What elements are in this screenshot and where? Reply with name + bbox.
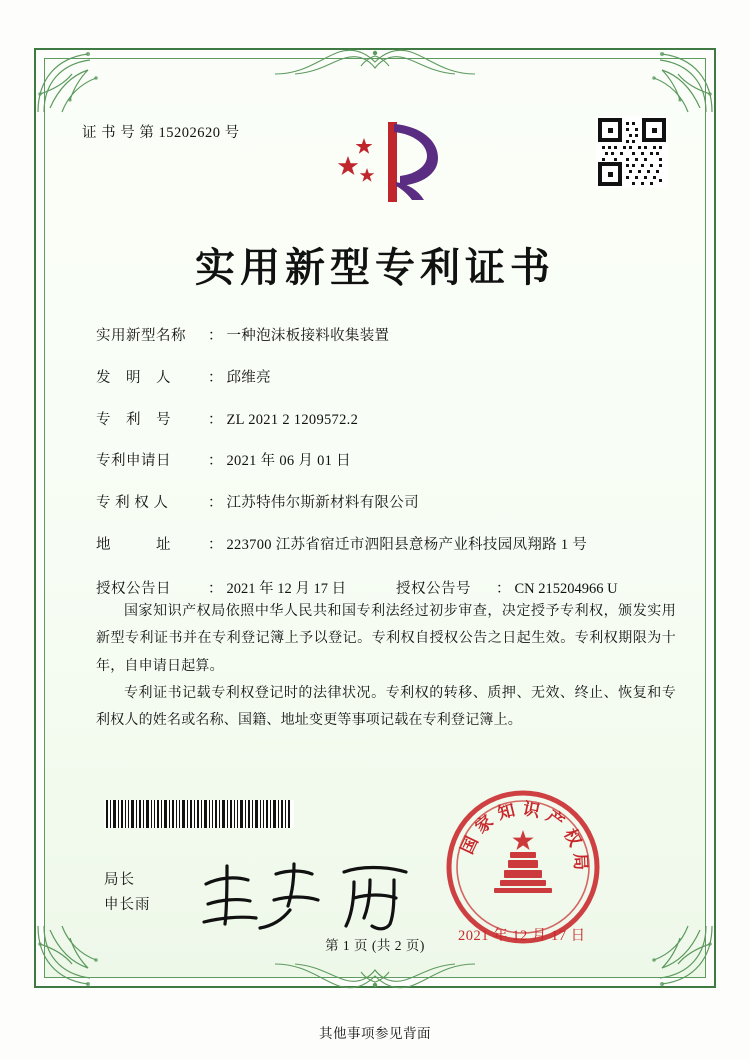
field-separator: ： — [496, 580, 511, 597]
field-value: 江苏特伟尔斯新材料有限公司 — [226, 495, 419, 511]
field-separator: ： — [208, 495, 223, 511]
seal-date: 2021 年 12 月 17 日 — [458, 928, 586, 944]
field-utility-model-name — [96, 326, 674, 348]
field-label: 实用新型名称 — [96, 328, 186, 344]
grant-date-label: 授权公告日 — [96, 580, 171, 597]
field-label: 专 利 权 人 — [96, 495, 169, 511]
grant-number-label: 授权公告号 — [396, 580, 471, 597]
page-title: 实用新型专利证书 — [195, 245, 555, 290]
legal-body-text — [96, 598, 676, 734]
director-name-label: 申长雨 — [104, 897, 151, 914]
field-label: 地 址 — [96, 536, 171, 553]
field-value: 223700 江苏省宿迁市泗阳县意杨产业科技园凤翔路 1 号 — [226, 536, 588, 553]
field-label: 发 明 人 — [96, 369, 171, 386]
field-patentee — [96, 493, 674, 515]
footnote-text: 其他事项参见背面 — [319, 1026, 431, 1041]
field-separator: ： — [208, 369, 223, 386]
field-label: 专利申请日 — [96, 453, 171, 470]
field-separator: ： — [208, 411, 223, 428]
field-separator: ： — [208, 536, 223, 553]
field-inventor — [96, 368, 674, 390]
page-indicator: 第 1 页 (共 2 页) — [325, 938, 425, 953]
field-separator: ： — [208, 328, 223, 344]
fields-list — [96, 326, 674, 612]
field-value: ZL 2021 2 1209572.2 — [226, 411, 359, 428]
seal-arc-text: 国家知识产权局 — [457, 799, 591, 877]
field-grant-announcement — [96, 577, 674, 598]
signature-block — [104, 868, 151, 919]
field-address — [96, 535, 674, 557]
official-seal-icon — [444, 788, 602, 946]
field-separator: ： — [208, 580, 223, 597]
field-value: 邱维亮 — [226, 369, 271, 386]
grant-date-value: 2021 年 12 月 17 日 — [226, 580, 347, 597]
director-role-label: 局长 — [104, 872, 135, 888]
certificate-number: 证 书 号 第 15202620 号 — [82, 125, 240, 141]
field-patent-number — [96, 410, 674, 432]
field-application-date — [96, 451, 674, 473]
field-label: 专 利 号 — [96, 411, 171, 428]
qr-code-icon — [596, 116, 668, 188]
grant-number-value: CN 215204966 U — [514, 580, 618, 597]
field-separator: ： — [208, 453, 223, 470]
field-value: 2021 年 06 月 01 日 — [226, 453, 351, 470]
field-value: 一种泡沫板接料收集装置 — [226, 328, 390, 344]
legal-paragraph-2: 专利证书记载专利权登记时的法律状况。专利权的转移、质押、无效、终止、恢复和专利权人的姓名或名称、国籍、地址变更等事项记载在专利登记簿上。 — [96, 685, 676, 729]
barcode-icon — [104, 800, 294, 828]
legal-paragraph-1: 国家知识产权局依照中华人民共和国专利法经过初步审查，决定授予专利权，颁发实用新型专利证书并在专利登记簿上予以登记。专利权自授权公告之日起生效。专利权期限为十年，自申请日起算。 — [96, 604, 676, 674]
certificate-content — [44, 58, 706, 978]
handwritten-signature-icon — [194, 856, 434, 934]
cnipa-logo-icon — [334, 116, 444, 208]
